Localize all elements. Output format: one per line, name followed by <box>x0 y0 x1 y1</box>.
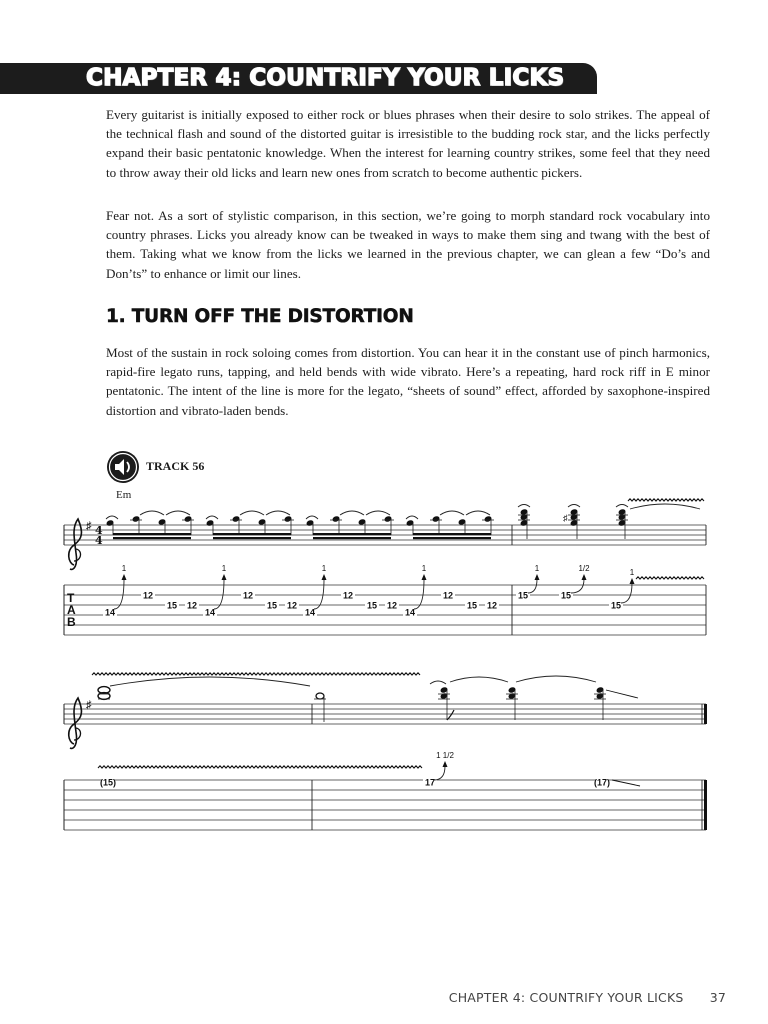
bend-slur <box>568 505 580 508</box>
beam <box>413 537 491 539</box>
tab-number: 12 <box>286 600 298 611</box>
bend-arrow <box>582 574 587 580</box>
release-line <box>612 780 640 786</box>
tab-number: 15 <box>517 590 529 601</box>
tab-number: 12 <box>186 600 198 611</box>
bend-arrow <box>443 761 448 767</box>
tab-number: 15 <box>266 600 278 611</box>
bend-arrow <box>322 574 327 580</box>
tab-number: 12 <box>486 600 498 611</box>
bend-amount: 1/2 <box>578 564 590 573</box>
vibrato-line <box>98 766 422 768</box>
final-barline-thick <box>704 780 707 830</box>
final-barline-thick <box>704 704 707 724</box>
release-line <box>606 690 638 698</box>
bend-amount: 1 <box>121 564 127 573</box>
section-body: Most of the sustain in rock soloing comes from distortion. You can hear it in the constant use of pinch harmonics, rapid-fire legato runs, tapping, and held bends with wide vibrato. Here’s a repeating, hard rock riff in E minor pentatonic. The intent of the line is more for the legato, “sheets of sound” effect, afforded by saxophone-inspired distortion and vibrato-laden bends. <box>106 345 710 418</box>
bend-slur <box>106 516 118 519</box>
intro-paragraph-1: Every guitarist is initially exposed to either rock or blues phrases when their desire to solo strikes. The appeal of the technical flash and sound of the distorted guitar is irresistible to the budding rock star, and the licks perfectly expand their basic pentatonic knowledge. When the interest for learning country strikes, some feel that they need to throw away their old licks and learn new ones from scratch to become authentic pickers. <box>106 107 710 180</box>
beam <box>313 533 391 535</box>
tie <box>516 676 596 682</box>
beam <box>113 537 191 539</box>
bend-slur <box>406 516 418 519</box>
beam <box>113 533 191 535</box>
bend-amount: 1 <box>321 564 327 573</box>
half-note <box>316 693 324 699</box>
bend-curve <box>214 579 224 609</box>
tab-number: 12 <box>386 600 398 611</box>
staff-system-1 <box>64 499 706 570</box>
beam <box>413 533 491 535</box>
bend-slur <box>430 681 446 684</box>
tab-system-1 <box>64 564 706 635</box>
chapter-title: CHAPTER 4: COUNTRIFY YOUR LICKS <box>86 65 565 91</box>
slur <box>166 511 190 515</box>
tab-number: 14 <box>304 607 316 618</box>
time-signature-top: 4 <box>95 524 103 537</box>
tab-number: 15 <box>466 600 478 611</box>
bend-curve <box>114 579 124 609</box>
bend-amount: 1 <box>421 564 427 573</box>
tab-number: 12 <box>242 590 254 601</box>
tab-number: 12 <box>442 590 454 601</box>
key-signature-sharp: ♯ <box>86 520 92 532</box>
beam <box>213 533 291 535</box>
treble-clef <box>69 698 82 748</box>
page-footer <box>449 990 726 1005</box>
slur <box>366 511 390 515</box>
tab-number: (17) <box>593 777 611 788</box>
bend-curve <box>414 579 424 609</box>
bend-slur <box>206 516 218 519</box>
bend-arrow <box>630 578 635 584</box>
bend-arrow <box>422 574 427 580</box>
bend-amount: 1 <box>534 564 540 573</box>
tab-number: 15 <box>610 600 622 611</box>
bend-slur <box>518 505 530 508</box>
staff-system-2 <box>64 673 707 749</box>
page-number: 37 <box>709 990 726 1005</box>
bend-arrow <box>535 574 540 580</box>
tie <box>630 504 700 509</box>
tab-number: 14 <box>404 607 416 618</box>
vibrato-line <box>636 577 704 579</box>
slur <box>140 511 164 515</box>
bend-arrow <box>222 574 227 580</box>
slur <box>266 511 290 515</box>
tab-number: 12 <box>342 590 354 601</box>
tab-number: 15 <box>166 600 178 611</box>
treble-clef <box>69 519 82 569</box>
chord-symbol: Em <box>116 489 132 501</box>
slur <box>240 511 264 515</box>
bend-amount: 1 <box>629 568 635 577</box>
vibrato-line <box>92 673 420 675</box>
slur <box>440 511 464 515</box>
tab-clef-letter: B <box>67 615 76 629</box>
accidental-sharp: ♯ <box>563 513 568 523</box>
tab-number: 15 <box>366 600 378 611</box>
tab-number: 14 <box>204 607 216 618</box>
beam <box>313 537 391 539</box>
track-label: TRACK 56 <box>146 459 205 473</box>
tab-system-2 <box>64 751 707 830</box>
running-head: CHAPTER 4: COUNTRIFY YOUR LICKS <box>448 990 684 1005</box>
tab-number: (15) <box>99 777 117 788</box>
tab-number: 17 <box>424 777 436 788</box>
intro-paragraph-2: Fear not. As a sort of stylistic comparison, in this section, we’re going to morph standard rock vocabulary into country phrases. Licks you already know can be tweaked in ways to make them sing and twang with the best of them. Taking what we know from the licks we learned in the previous chapter, we can glean a few “Do’s and Don’ts” to enhance or limit our lines. <box>106 208 710 281</box>
tie <box>110 677 310 686</box>
beam <box>213 537 291 539</box>
section-title: 1. TURN OFF THE DISTORTION <box>106 306 414 327</box>
slur <box>450 677 508 682</box>
key-signature-sharp: ♯ <box>86 699 92 711</box>
time-signature-bottom: 4 <box>95 534 103 547</box>
bend-slur <box>306 516 318 519</box>
tab-clef-letter: T <box>67 591 75 605</box>
tab-clef-letter: A <box>67 603 76 617</box>
tab-number: 15 <box>560 590 572 601</box>
tab-number: 14 <box>104 607 116 618</box>
tab-number: 12 <box>142 590 154 601</box>
note-flag <box>447 710 454 720</box>
vibrato-line <box>628 499 704 501</box>
slur <box>340 511 364 515</box>
slur <box>466 511 490 515</box>
bend-amount: 1 1/2 <box>436 751 454 760</box>
bend-curve <box>314 579 324 609</box>
bend-slur <box>616 505 628 508</box>
bend-arrow <box>122 574 127 580</box>
bend-amount: 1 <box>221 564 227 573</box>
